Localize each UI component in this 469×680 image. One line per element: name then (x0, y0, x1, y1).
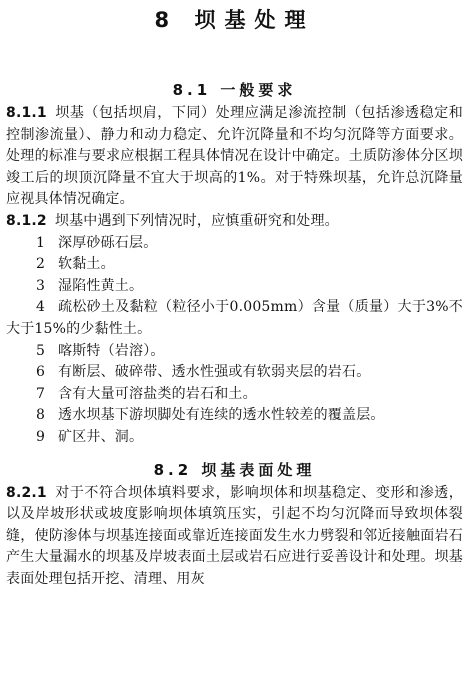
list-text: 含有大量可溶盐类的岩石和土。 (58, 385, 257, 402)
list-index: 9 (36, 428, 46, 445)
list-text: 透水坝基下游坝脚处有连续的透水性较差的覆盖层。 (58, 407, 385, 424)
clause-8-1-1 (6, 103, 463, 211)
section-title-8-2: 8.2 坝基表面处理 (153, 460, 316, 479)
list-text: 矿区井、洞。 (58, 428, 144, 445)
list-index: 4 (36, 299, 46, 316)
list-index: 6 (36, 364, 46, 381)
list-item (6, 362, 463, 384)
list-item (6, 276, 463, 298)
list-text: 疏松砂土及黏粒（粒径小于0.005mm）含量（质量）大于3%不大于15%的少黏性土。 (6, 299, 463, 337)
list-item (6, 254, 463, 276)
list-index: 5 (36, 342, 46, 359)
clause-number: 8.2.1 (6, 484, 47, 501)
list-item (6, 427, 463, 449)
chapter-title: 8 坝基处理 (154, 8, 315, 32)
clause-text: 坝基中遇到下列情况时，应慎重研究和处理。 (54, 212, 339, 229)
list-index: 3 (36, 277, 46, 294)
list-index: 8 (36, 407, 46, 424)
list-index: 2 (36, 256, 46, 273)
list-text: 湿陷性黄土。 (58, 277, 144, 294)
clause-8-2-1 (6, 483, 463, 591)
clause-text: 对于不符合坝体填料要求，影响坝体和坝基稳定、变形和渗透，以及岸坡形状或坡度影响坝体填筑压实，引起不均匀沉降而导致坝体裂缝，使防渗体与坝基连接面或靠近连接面发生水力劈裂和邻近接触面岩石产生大量漏水的坝基及岸坡表面土层或岩石应进行妥善设计和处理。坝基表面处理包括开挖、清理、用灰 (6, 484, 463, 587)
list-index: 1 (36, 234, 46, 251)
list-text: 有断层、破碎带、透水性强或有软弱夹层的岩石。 (58, 364, 371, 381)
list-text: 深厚砂砾石层。 (58, 234, 158, 251)
list-item (6, 405, 463, 427)
list-index: 7 (36, 385, 46, 402)
clause-text: 坝基（包括坝肩，下同）处理应满足渗流控制（包括渗透稳定和控制渗流量）、静力和动力稳定、允许沉降量和不均匀沉降等方面要求。处理的标准与要求应根据工程具体情况在设计中确定。土质防渗体分区坝竣工后的坝顶沉降量不宜大于坝高的1%。对于特殊坝基，允许总沉降量应视具体情况确定。 (6, 105, 463, 208)
clause-8-1-2 (6, 211, 463, 233)
list-item (6, 297, 463, 340)
list-item (6, 341, 463, 363)
list-item (6, 384, 463, 406)
list-text: 软黏土。 (58, 256, 115, 273)
list-item (6, 233, 463, 255)
section-title-8-1: 8.1 一般要求 (172, 81, 297, 99)
clause-number: 8.1.1 (6, 105, 47, 121)
clause-number: 8.1.2 (6, 212, 47, 229)
list-text: 喀斯特（岩溶）。 (58, 342, 165, 359)
